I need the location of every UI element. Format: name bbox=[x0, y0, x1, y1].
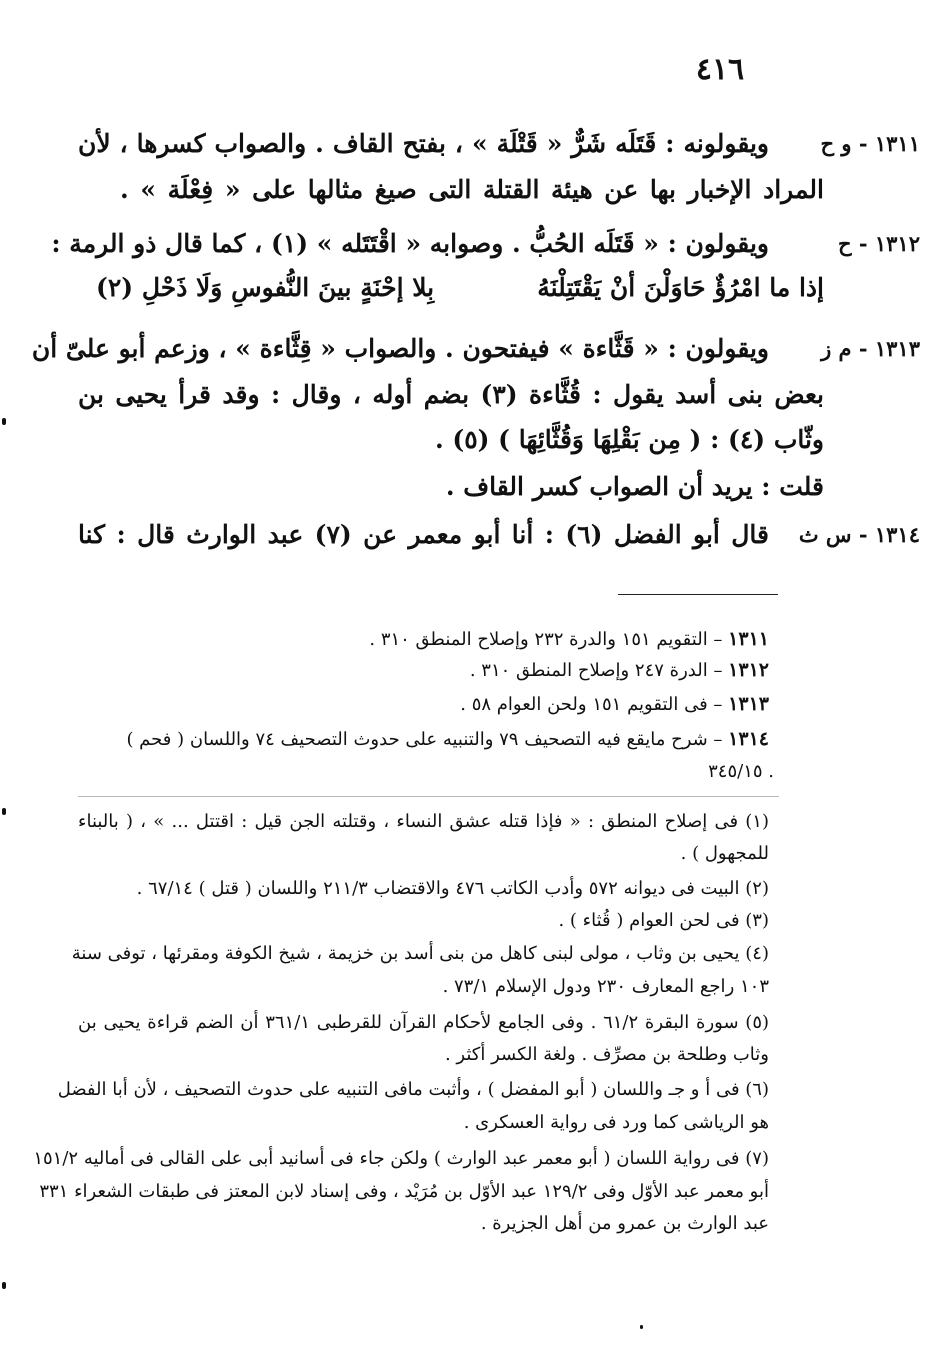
footnote-5-line-2: وثاب وطلحة بن مصرِّف . ولغة الكسر أكثر . bbox=[444, 1044, 769, 1065]
page-number: ٤١٦ bbox=[695, 52, 745, 87]
scan-mark bbox=[2, 1282, 6, 1289]
source-text: – الدرة ٢٤٧ وإصلاح المنطق ٣١٠ . bbox=[469, 660, 723, 681]
source-text: – التقويم ١٥١ والدرة ٢٣٢ وإصلاح المنطق ٣١٠ . bbox=[369, 629, 723, 650]
entry-number-1312: ١٣١٢ - ح bbox=[837, 231, 920, 256]
entry-1312-line-1: ويقولون : « قَتَلَه الحُبُّ . وصوابه « اقْتَتَله » (١) ، كما قال ذو الرمة : bbox=[51, 229, 769, 258]
source-text: – فى التقويم ١٥١ ولحن العوام ٥٨ . bbox=[460, 694, 723, 715]
footnote-6-line-1: (٦) فى أ و جـ واللسان ( أبو المفضل ) ، وأثبت مافى التنبيه على حدوث التصحيف ، لأن أبا الفضل bbox=[57, 1079, 769, 1100]
source-text: – شرح مايقع فيه التصحيف ٧٩ والتنبيه على حدوث التصحيف ٧٤ واللسان ( فحم ) bbox=[126, 729, 723, 750]
source-1312 bbox=[470, 656, 769, 685]
footnote-4-line-2: ١٠٣ راجع المعارف ٢٣٠ ودول الإسلام ٧٣/١ . bbox=[442, 976, 769, 997]
source-num: ١٣١٤ bbox=[728, 728, 769, 750]
footnote-1-line-2: للمجهول ) . bbox=[680, 843, 769, 864]
entry-number-1314: ١٣١٤ - س ث bbox=[798, 522, 920, 547]
source-num: ١٣١٣ bbox=[728, 693, 769, 715]
footnote-6-line-2: هو الرياشى كما ورد فى رواية العسكرى . bbox=[463, 1112, 769, 1133]
entry-number-1313: ١٣١٣ - م ز bbox=[821, 336, 920, 361]
footnote-2: (٢) البيت فى ديوانه ٥٧٢ وأدب الكاتب ٤٧٦ والاقتضاب ٢١١/٣ واللسان ( قتل ) ٦٧/١٤ . bbox=[136, 878, 769, 899]
entry-number-1311: ١٣١١ - و ح bbox=[820, 131, 920, 156]
entry-1313-line-1: ويقولون : « قَثَّاءة » فيفتحون . والصواب « قِثَّاءة » ، وزعم أبو علىّ أن bbox=[31, 334, 769, 363]
footnote-7-line-1: (٧) فى رواية اللسان ( أبو معمر عبد الوارث ) ولكن جاء فى أسانيد أبى على القالى فى أماليه ١٥١/٢ bbox=[33, 1148, 769, 1169]
footnote-7-line-3: عبد الوارث بن عمرو من أهل الجزيرة . bbox=[480, 1213, 769, 1234]
entry-1311-line-2: المراد الإخبار بها عن هيئة القتلة التى صيغ مثالها على « فِعْلَة » . bbox=[120, 175, 824, 204]
source-1314-tail: . ٣٤٥/١٥ bbox=[708, 761, 774, 782]
footnote-5-line-1: (٥) سورة البقرة ٦١/٢ . وفى الجامع لأحكام القرآن للقرطبى ٣٦١/١ أن الضم قراءة يحيى بن bbox=[78, 1012, 770, 1033]
footnote-7-line-2: أبو معمر عبد الأوّل وفى ١٢٩/٢ عبد الأوّل بن مُرَيْد ، وفى إسناد لابن المعتز فى طبقات الشعراء ٣٣١ bbox=[39, 1181, 769, 1202]
separator-rule bbox=[618, 594, 778, 595]
footnote-1-line-1: (١) فى إصلاح المنطق : « فإذا قتله عشق النساء ، وقتلته الجن قيل : اقتتل ... » ، ( بالبناء bbox=[78, 811, 769, 832]
entry-1311-line-1: ويقولونه : قَتَلَه شَرٌّ « قَتْلَة » ، بفتح القاف . والصواب كسرها ، لأن bbox=[78, 129, 769, 158]
footnote-4-line-1: (٤) يحيى بن وثاب ، مولى لبنى كاهل من بنى أسد بن خزيمة ، شيخ الكوفة ومقرئها ، توفى سنة bbox=[71, 943, 769, 964]
footnote-divider bbox=[78, 796, 779, 797]
entry-1314-line-1: قال أبو الفضل (٦) : أنا أبو معمر عن (٧) عبد الوارث قال : كنا bbox=[78, 520, 770, 549]
source-1314 bbox=[126, 725, 769, 754]
entry-1313-line-2: بعض بنى أسد يقول : قُثَّاءة (٣) بضم أوله ، وقال : وقد قرأ يحيى بن bbox=[78, 380, 824, 409]
source-1311 bbox=[369, 625, 769, 654]
source-1313 bbox=[460, 690, 769, 719]
scan-mark bbox=[640, 1325, 643, 1329]
entry-1313-conclusion: قلت : يريد أن الصواب كسر القاف . bbox=[445, 472, 824, 501]
scan-mark bbox=[2, 418, 6, 425]
source-num: ١٣١٢ bbox=[728, 659, 769, 681]
footnote-3: (٣) فى لحن العوام ( قُثاء ) . bbox=[558, 910, 769, 931]
scan-mark bbox=[2, 808, 6, 815]
source-num: ١٣١١ bbox=[728, 628, 769, 650]
verse-second-hemistich: بِلا إحْنَةٍ بينَ النُّفوسِ وَلَا ذَحْلِ (٢) bbox=[96, 273, 435, 302]
entry-1313-line-3: وثّاب (٤) : ( مِن بَقْلِهَا وَقُثَّائِهَا ) (٥) . bbox=[434, 425, 824, 454]
verse-first-hemistich: إذا ما امْرُؤٌ حَاوَلْنَ أنْ يَقْتَتِلْنَهُ bbox=[537, 273, 824, 302]
